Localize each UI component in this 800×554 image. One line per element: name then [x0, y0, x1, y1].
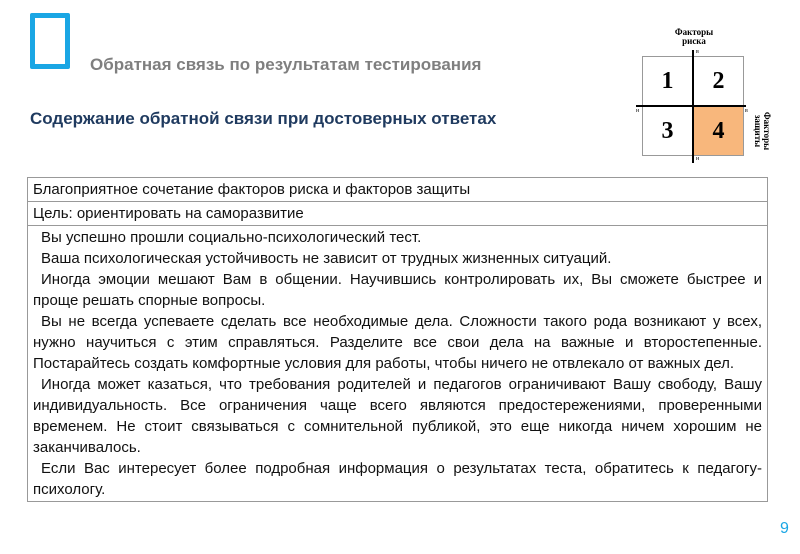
- horizontal-axis: [636, 105, 746, 107]
- feedback-text: [28, 226, 768, 502]
- right-label: Факторы защиты: [753, 111, 772, 151]
- axis-mark-right: в: [745, 108, 748, 114]
- cell-4: 4: [693, 106, 744, 156]
- paragraph: Иногда эмоции мешают Вам в общении. Научившись контролировать их, Вы сможете быстрее и проще решать спорные вопросы.: [33, 271, 762, 309]
- section-subtitle: Содержание обратной связи при достоверных ответах: [30, 109, 497, 128]
- feedback-table: [27, 177, 768, 502]
- axis-mark-left: н: [636, 108, 640, 114]
- paragraph: Иногда может казаться, что требования родителей и педагогов ограничивают Вашу свободу, Вашу индивидуальность. Все ограничения чаще всего являются предостережениями, проверенными временем. Не стоит связываться с сомнительной публикой, это еще никогда ничем хорошим не заканчивалось.: [33, 376, 762, 456]
- paragraph: Вы успешно прошли социально-психологический тест.: [41, 229, 422, 246]
- risk-protection-diagram: [620, 20, 800, 170]
- goal-row: Цель: ориентировать на саморазвитие: [28, 202, 768, 226]
- paragraph: Если Вас интересует более подробная информация о результатах теста, обратитесь к педагогу-психологу.: [33, 460, 762, 498]
- combination-row: Благоприятное сочетание факторов риска и факторов защиты: [28, 178, 768, 202]
- paragraph: Вы не всегда успеваете сделать все необходимые дела. Сложности такого рода возникают у всех, нужно научиться с этим справляться. Разделите все свои дела на важные и второстепенные. Постарайтесь создать комфортные условия для работы, чтобы ничего не отвлекало от важных дел.: [33, 313, 762, 372]
- top-label: Факторы риска: [674, 27, 714, 46]
- cell-1: 1: [642, 56, 693, 106]
- cell-2: 2: [693, 56, 744, 106]
- logo-frame: [30, 13, 70, 69]
- axis-mark-bottom: н: [696, 156, 700, 162]
- paragraph: Ваша психологическая устойчивость не зависит от трудных жизненных ситуаций.: [41, 250, 612, 267]
- page-title: Обратная связь по результатам тестирования: [90, 55, 482, 74]
- axis-mark-top: в: [696, 49, 699, 55]
- cell-3: 3: [642, 106, 693, 156]
- page-number: 9: [780, 520, 789, 537]
